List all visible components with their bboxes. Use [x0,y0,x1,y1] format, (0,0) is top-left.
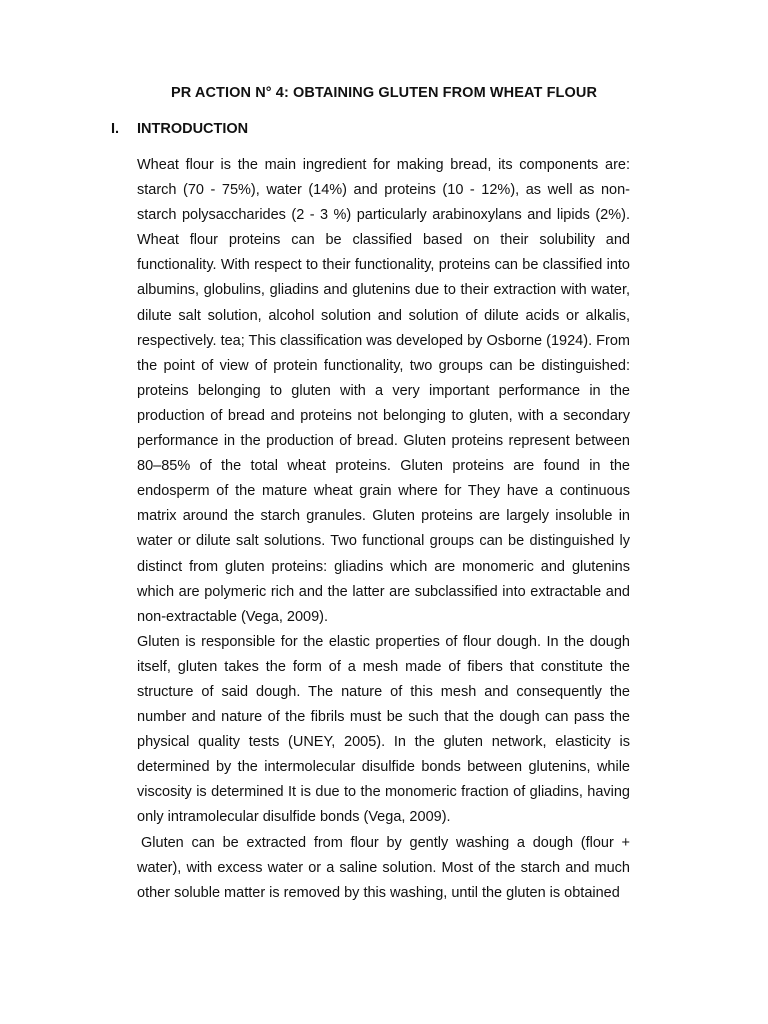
section-heading [111,121,248,137]
section-title: INTRODUCTION [137,121,249,137]
paragraph-1: Wheat flour is the main ingredient for making bread, its components are: starch (70 - 75%), water (14%) and proteins (10 - 12%), as well as non-starch polysaccharides (2 - 3 %) particularly arabinoxylans and lipids (2%). Wheat flour proteins can be classified based on their solubility and functionality. With respect to their functionality, proteins can be classified into albumins, globulins, gliadins and glutenins due to their extraction with water, dilute salt solution, alcohol solution and solution of dilute acids or alkalis, respectively. tea; This classification was developed by Osborne (1924). From the point of view of protein functionality, two groups can be distinguished: proteins belonging to gluten with a very important performance in the production of bread and proteins not belonging to gluten, with a secondary performance in the production of bread. Gluten proteins represent between 80–85% of the total wheat proteins. Gluten proteins are found in the endosperm of the mature wheat grain where for They have a continuous matrix around the starch granules. Gluten proteins are largely insoluble in water or dilute salt solutions. Two functional groups can be distinguished ly distinct from gluten proteins: gliadins which are monomeric and glutenins which are polymeric rich and the latter are subclassified into extractable and non-extractable (Vega, 2009). [137,157,630,625]
paragraph-2: Gluten is responsible for the elastic properties of flour dough. In the dough itself, gluten takes the form of a mesh made of fibers that constitute the structure of said dough. The nature of this mesh and consequently the number and nature of the fibrils must be such that the dough can pass the physical quality tests (UNEY, 2005). In the gluten network, elasticity is determined by the intermolecular disulfide bonds between glutenins, while viscosity is determined It is due to the monomeric fraction of gliadins, having only intramolecular disulfide bonds (Vega, 2009). [137,633,630,826]
document-title: PR ACTION N° 4: OBTAINING GLUTEN FROM WHEAT FLOUR [170,85,598,101]
paragraph-3: Gluten can be extracted from flour by gently washing a dough (flour + water), with excess water or a saline solution. Most of the starch and much other soluble matter is removed by this washing, until the gluten is obtained [137,834,630,901]
document-body [137,153,630,906]
section-number: I. [111,121,120,137]
